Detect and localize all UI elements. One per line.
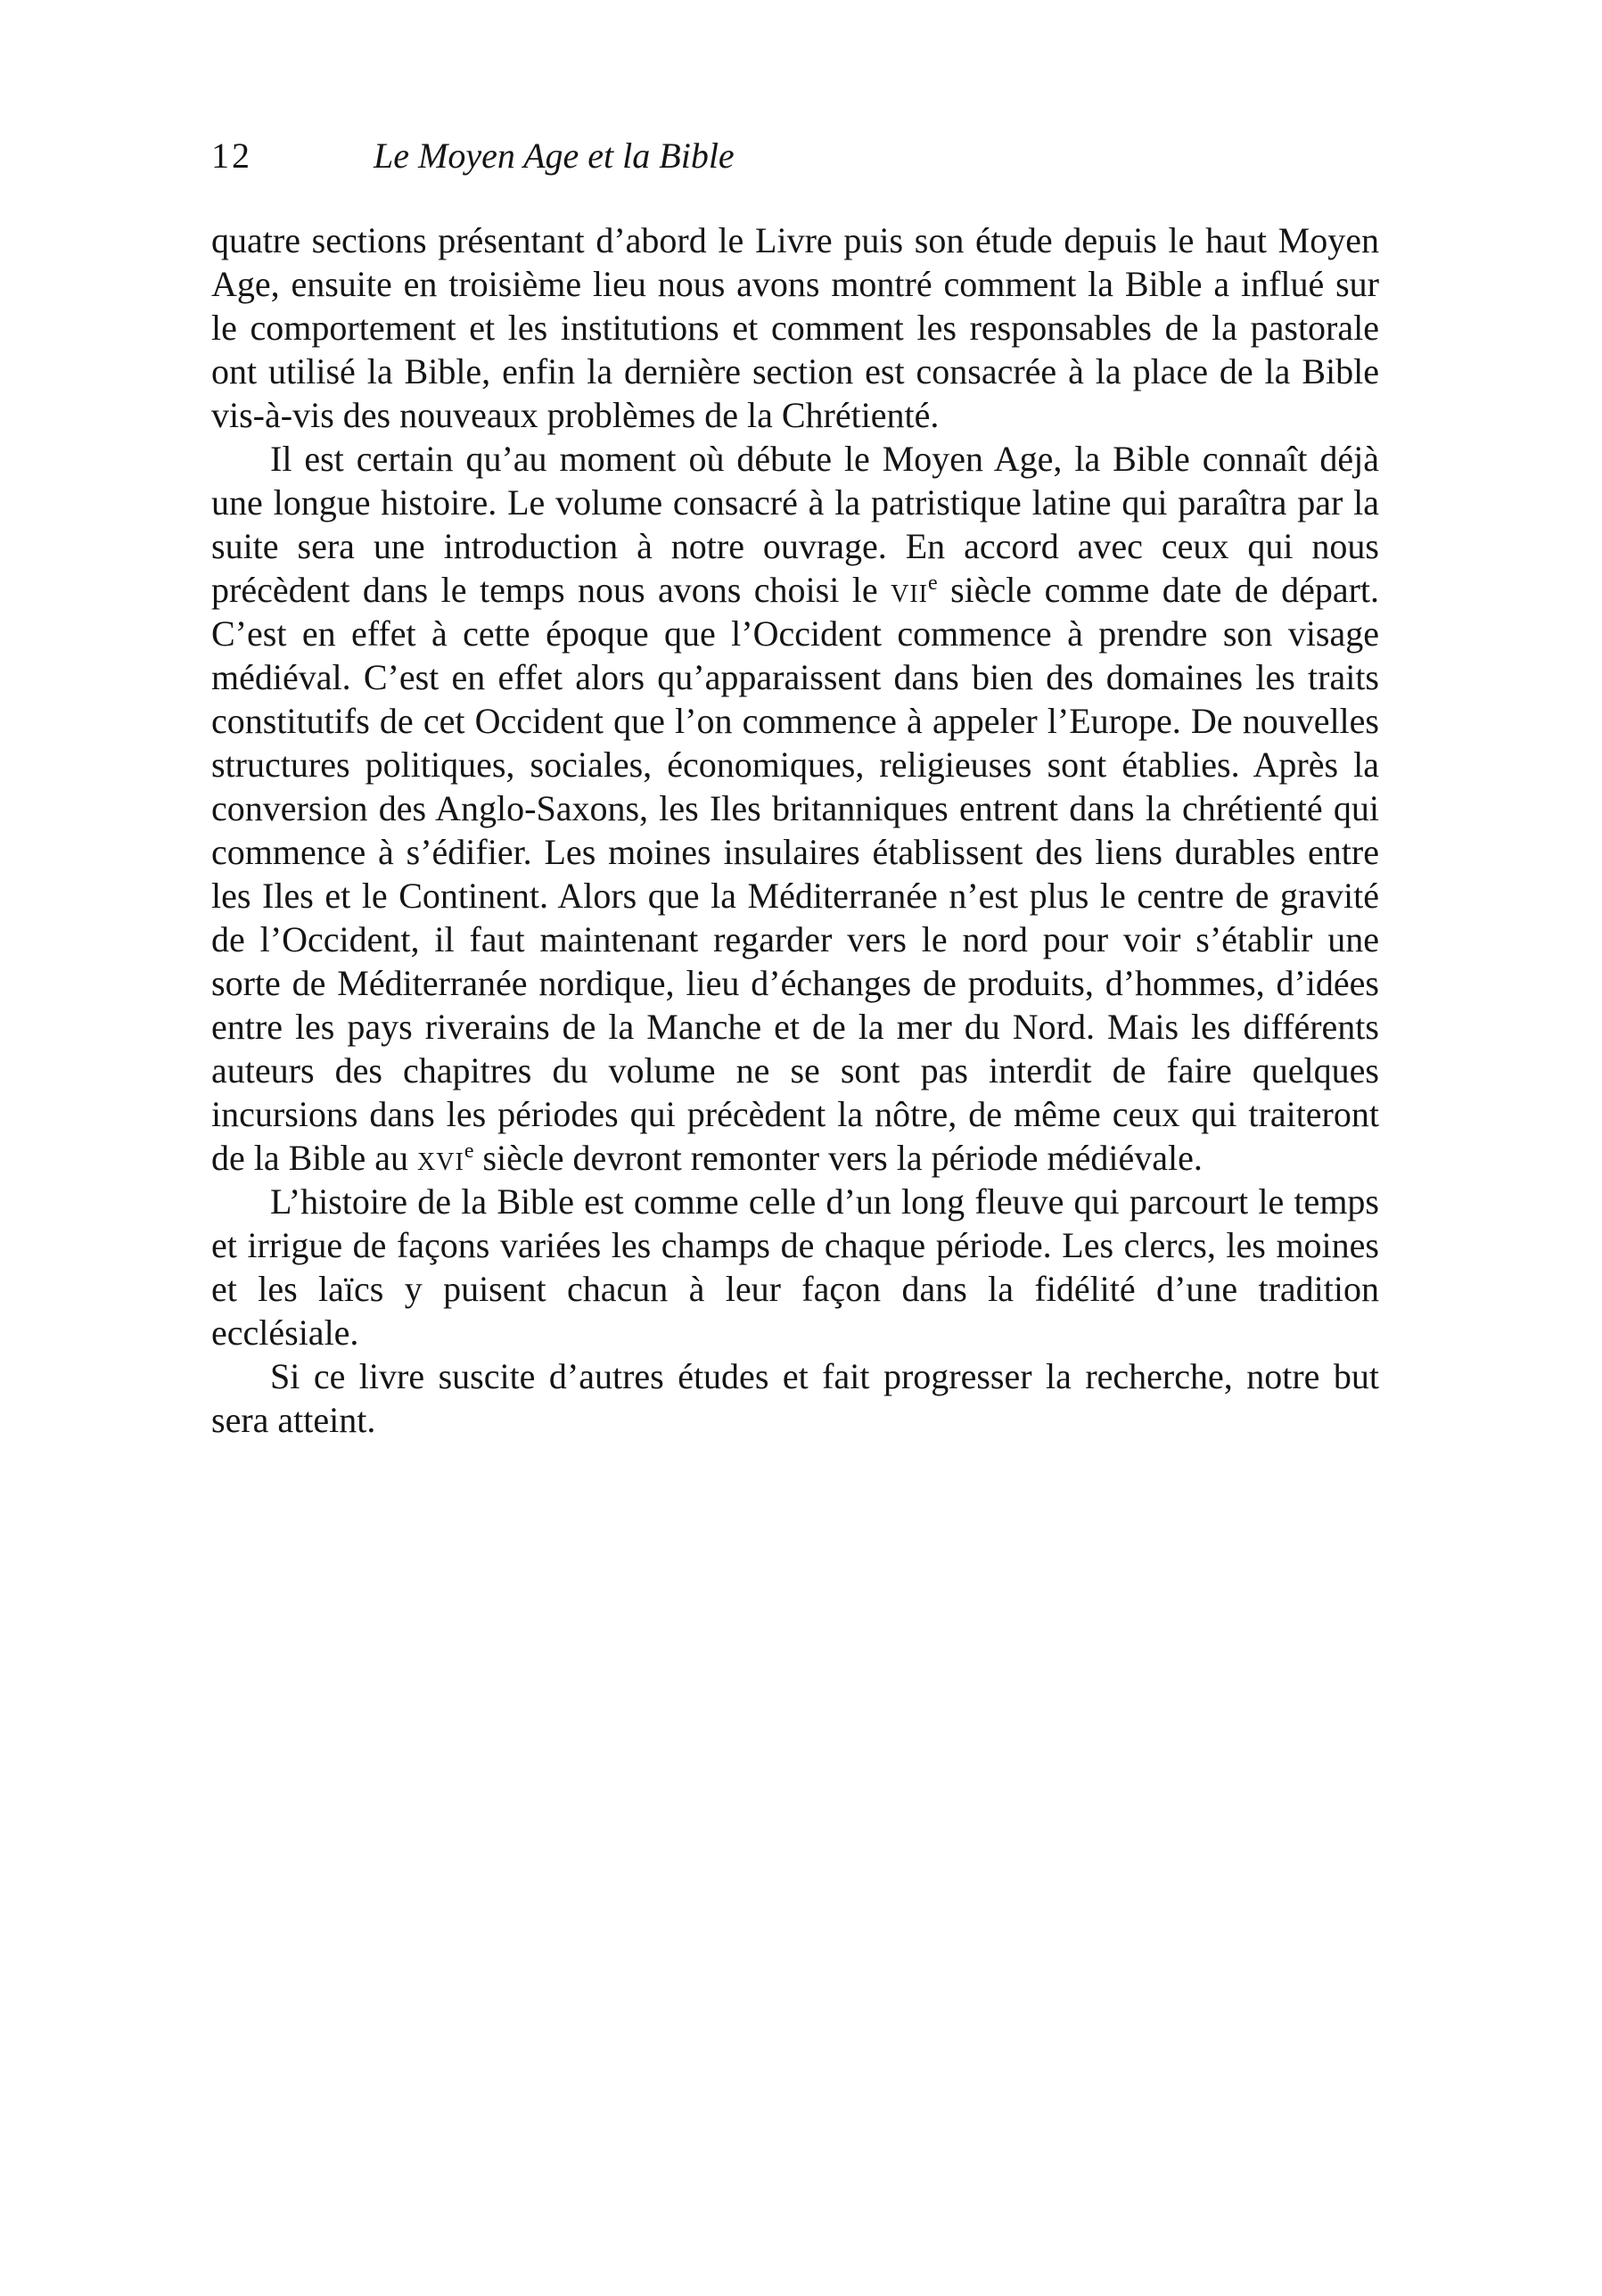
century-sixteenth: xvi <box>417 1138 464 1178</box>
century-seventh-suffix: e <box>927 572 938 595</box>
running-head <box>211 134 1388 178</box>
paragraph-2-part-3: siècle devront remonter vers la période médiévale. <box>473 1138 1203 1178</box>
body-text <box>211 218 1379 1442</box>
paragraph-2-part-1: Il est certain qu’au moment où débute le Moyen Age, la Bible connaît déjà une longue histoire. Le volume consacré à la patristique latine qui paraîtra par la suite sera une introduction à notre ouvrage. En accord avec ceux qui nous précèdent dans le temps nous avons choisi le <box>211 439 1379 610</box>
paragraph-3: L’histoire de la Bible est comme celle d’un long fleuve qui parcourt le temps et irrigue de façons variées les champs de chaque période. Les clercs, les moines et les laïcs y puisent chacun à leur façon dans la fidélité d’une tradition ecclésiale. <box>211 1181 1379 1353</box>
paragraph-1: quatre sections présentant d’abord le Livre puis son étude depuis le haut Moyen Age, ensuite en troisième lieu nous avons montré comment la Bible a influé sur le comportement et les institutions et comment les responsables de la pastorale ont utilisé la Bible, enfin la dernière section est consacrée à la place de la Bible vis-à-vis des nouveaux problèmes de la Chrétienté. <box>211 220 1379 435</box>
paragraph-2 <box>211 437 1379 1180</box>
century-seventh: vii <box>891 570 928 610</box>
page-number: 12 <box>211 136 252 176</box>
running-title: Le Moyen Age et la Bible <box>374 136 735 176</box>
paragraph-2-part-2: siècle comme date de départ. C’est en effet à cette époque que l’Occident commence à prendre son visage médiéval. C’est en effet alors qu’apparaissent dans bien des domaines les traits constitutifs de cet Occident que l’on commence à appeler l’Europe. De nouvelles structures politiques, sociales, économiques, religieuses sont établies. Après la conversion des Anglo-Saxons, les Iles britanniques entrent dans la chrétienté qui commence à s’édifier. Les moines insulaires établissent des liens durables entre les Iles et le Continent. Alors que la Méditerranée n’est plus le centre de gravité de l’Occident, il faut maintenant regarder vers le nord pour voir s’établir une sorte de Méditerranée nordique, lieu d’échanges de produits, d’hommes, d’idées entre les pays riverains de la Manche et de la mer du Nord. Mais les différents auteurs des chapitres du volume ne se sont pas interdit de faire quelques incursions dans les périodes qui précèdent la nôtre, de même ceux qui traiteront de la Bible au <box>211 570 1380 1178</box>
paragraph-4: Si ce livre suscite d’autres études et fait progresser la recherche, notre but sera atteint. <box>211 1356 1379 1440</box>
century-sixteenth-suffix: e <box>464 1140 474 1163</box>
